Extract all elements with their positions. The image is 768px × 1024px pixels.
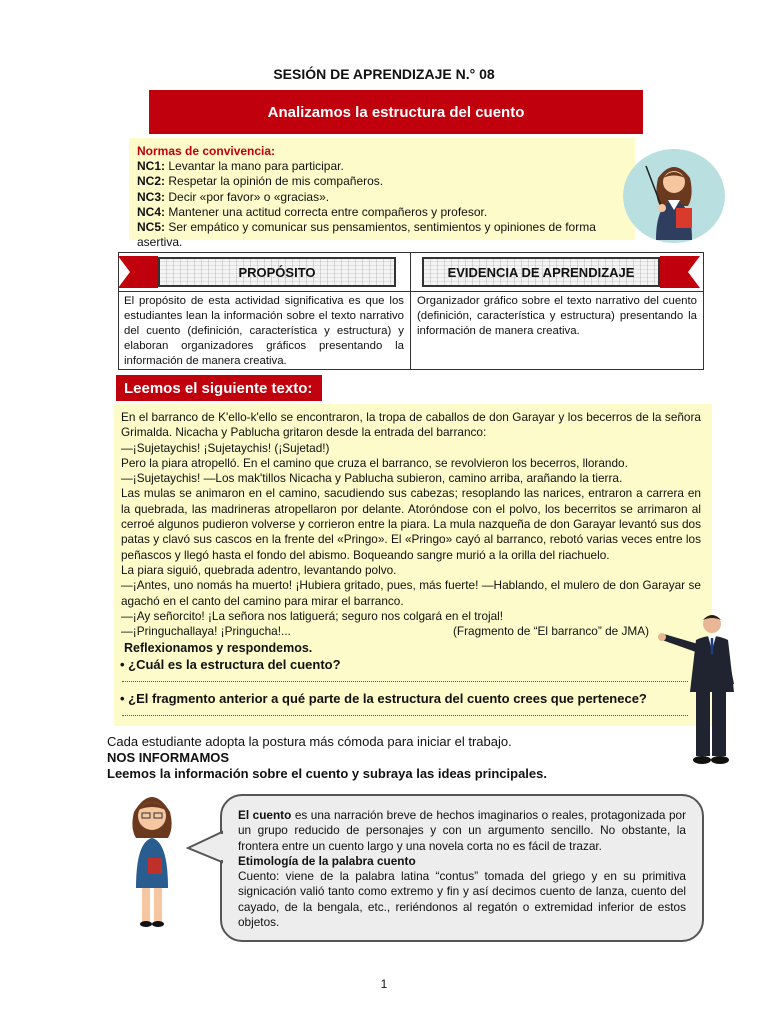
story-paragraph: Las mulas se animaron en el camino, sacudiendo sus cabezas; resoplando las narices, entraron a carrera en la quebrada, las madrineras atropellaron por delante. Atoróndose con el polvo, los becerritos se arrimaron al cerroé algunos pudieron volverse y corrieron entre la piara. La mula nazqueña de don Garayar levantó sus dos patas y clavó sus cascos en la frente del «Pringo». El «Pringo» cayó al barranco, rebotó varias veces entre los peñascos y llegó hasta el fondo del abismo. Boqueando sangre murió a la orilla del riachuelo. [121, 486, 701, 562]
story-paragraph: La piara siguió, quebrada adentro, levantando polvo. [121, 562, 397, 577]
evidence-text: Organizador gráfico sobre el texto narrativo del cuento (definición, característica y estructura) presentando la información de manera creativa. [417, 295, 697, 337]
question-1: • ¿Cuál es la estructura del cuento? [120, 657, 341, 672]
story-paragraph: Pero la piara atropelló. En el camino que cruza el barranco, se revolvieron los becerros, llorando. [121, 455, 628, 470]
answer-line-1[interactable] [122, 681, 688, 682]
purpose-text: El propósito de esta actividad significativa es que los estudiantes lean la información sobre el texto narrativo del cuento (definición, característica y estructura) y elaboran organizadores gráficos presentando la información de manera creativa. [124, 295, 404, 367]
presenter-man-illustration [650, 610, 742, 770]
norm-item [137, 205, 627, 220]
norm-code: NC1: [137, 159, 166, 174]
reading-instruction: Leemos la información sobre el cuento y subraya las ideas principales. [107, 766, 547, 781]
ribbon-tail-right [660, 256, 700, 288]
speech-bubble-tail [186, 830, 224, 864]
norm-item [137, 159, 627, 174]
norm-code: NC2: [137, 174, 166, 189]
story-paragraph [121, 624, 701, 639]
evidence-header [422, 257, 660, 287]
evidence-label: EVIDENCIA DE APRENDIZAJE [447, 264, 635, 280]
bubble-text [238, 808, 686, 930]
adopt-instruction: Cada estudiante adopta la postura más cómoda para iniciar el trabajo. [107, 734, 512, 749]
purpose-header [158, 257, 396, 287]
norm-item [137, 190, 627, 205]
table-divider [410, 252, 411, 370]
reading-header-label: Leemos el siguiente texto: [124, 379, 313, 397]
table-divider [118, 291, 704, 292]
story-paragraph: —¡Sujetaychis! ¡Sujetaychis! (¡Sujetad!) [121, 440, 330, 455]
story-source: (Fragmento de “El barranco” de JMA) [452, 624, 649, 639]
norm-text: Levantar la mano para participar. [165, 159, 344, 174]
definition-term: El cuento [238, 808, 292, 822]
norm-item [137, 220, 627, 250]
etymology-title: Etimología de la palabra cuento [238, 853, 416, 868]
session-title: SESIÓN DE APRENDIZAJE N.° 08 [273, 66, 495, 82]
page-number: 1 [380, 977, 388, 991]
story-text [121, 410, 701, 639]
definition-text: es una narración breve de hechos imaginarios o reales, protagonizada por un grupo reducido de personajes y con un argumento sencillo. No obstante, la frontera entre un cuento largo y una novela corta no es fácil de trazar. [238, 808, 686, 853]
section-title-informamos: NOS INFORMAMOS [107, 750, 230, 765]
lesson-title-banner [149, 90, 643, 134]
reading-header [116, 375, 322, 401]
norms-title: Normas de convivencia: [137, 144, 276, 158]
story-paragraph: —¡Antes, uno nomás ha muerto! ¡Hubiera gritado, pues, más fuerte! —Hablando, el mulero de don Garayar se agachó en el canto del camino para mirar el barranco. [121, 578, 701, 608]
story-paragraph: —¡Sujetaychis! —Los mak'tillos Nicacha y Pablucha subieron, camino arriba, arañando la tierra. [121, 471, 623, 486]
teacher-woman-illustration [120, 788, 184, 930]
answer-line-2[interactable] [122, 715, 688, 716]
norm-text: Mantener una actitud correcta entre compañeros y profesor. [165, 204, 488, 219]
norm-text: Ser empático y comunicar sus pensamientos, sentimientos y opiniones de forma asertiva. [137, 220, 596, 250]
reflect-title: Reflexionamos y respondemos. [124, 641, 313, 655]
question-2: • ¿El fragmento anterior a qué parte de la estructura del cuento crees que pertenece? [120, 691, 647, 706]
norm-text: Decir «por favor» o «gracias». [165, 189, 330, 204]
ribbon-tail-left [118, 256, 158, 288]
norm-code: NC5: [137, 220, 166, 235]
story-paragraph: —¡Ay señorcito! ¡La señora nos latiguerá; seguro nos colgará en el trojal! [121, 608, 504, 623]
norm-code: NC4: [137, 204, 166, 219]
lesson-title: Analizamos la estructura del cuento [267, 103, 525, 121]
definition-paragraph [238, 808, 686, 854]
norm-code: NC3: [137, 189, 166, 204]
norm-text: Respetar la opinión de mis compañeros. [165, 174, 384, 189]
norm-item [137, 174, 627, 189]
teacher-illustration [622, 148, 726, 244]
etymology-text: Cuento: viene de la palabra latina “contus” tomada del griego y en su primitiva signicación valió tanto como extremo y fin y así decimos cuento de lanza, cuento del cayado, de la bengala, etc., reriéndonos al regatón o extremidad inferior de estos objetos. [238, 869, 686, 930]
norms-box [129, 138, 635, 250]
purpose-label: PROPÓSITO [238, 264, 316, 280]
story-last-line: —¡Pringuchallaya! ¡Pringucha!... [121, 624, 291, 639]
story-paragraph: En el barranco de K'ello-k'ello se encontraron, la tropa de caballos de don Garayar y los becerros de la señora Grimalda. Nicacha y Pablucha gritaron desde la entrada del barranco: [121, 410, 701, 440]
